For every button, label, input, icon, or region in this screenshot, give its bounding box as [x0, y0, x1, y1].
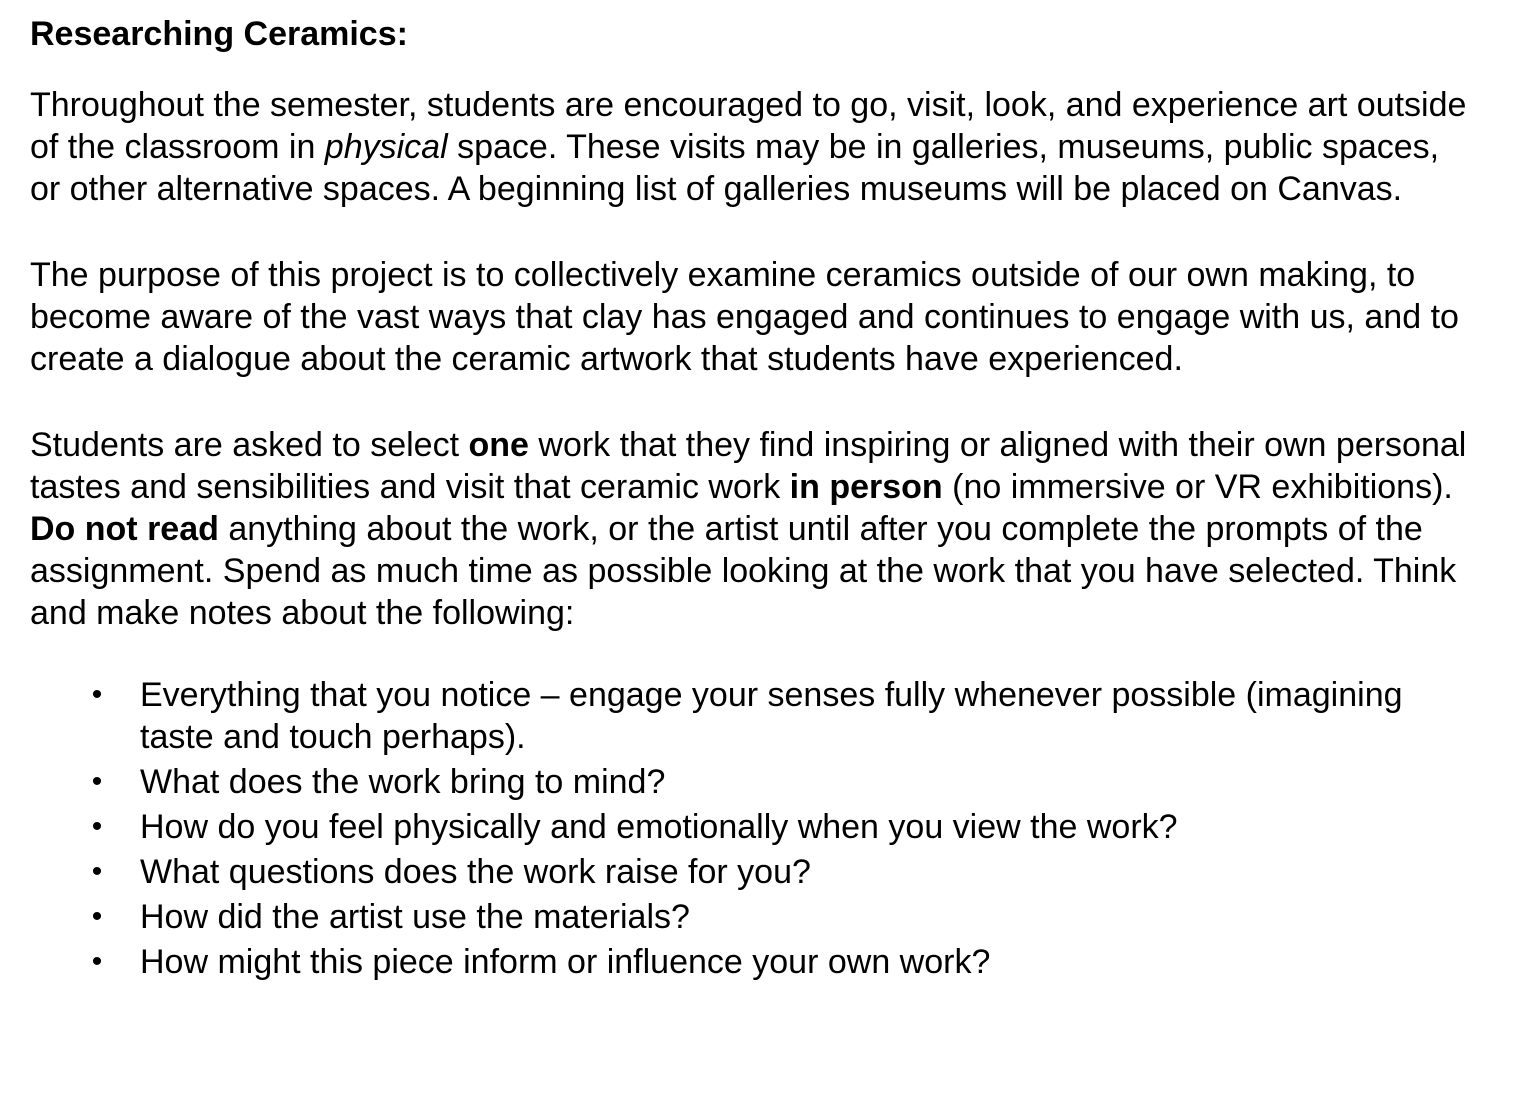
- list-item: [30, 941, 1478, 983]
- intro-emphasis: physical: [324, 128, 448, 166]
- list-item-text: How did the artist use the materials?: [140, 898, 690, 936]
- prompt-list: [30, 674, 1478, 983]
- list-item-text: How might this piece inform or influence your own work?: [140, 943, 991, 981]
- instructions-text-4: anything about the work, or the artist until after you complete the prompts of the assignment. Spend as much time as possible looking at the work that you have selected. Think and make notes about the following:: [30, 510, 1457, 632]
- list-item: [30, 806, 1478, 848]
- paragraph-instructions: [30, 424, 1478, 634]
- instructions-bold-one: one: [468, 426, 529, 464]
- list-item-text: What does the work bring to mind?: [140, 763, 666, 801]
- instructions-text-3: (no immersive or VR exhibitions).: [942, 468, 1453, 506]
- list-item: [30, 674, 1478, 758]
- intro-text-end: space. These visits may be in galleries, museums, public spaces, or other alternative spaces. A beginning list of galleries museums will be placed on Canvas.: [30, 128, 1440, 208]
- list-item-text: What questions does the work raise for you?: [140, 853, 811, 891]
- list-item: [30, 896, 1478, 938]
- bullet-icon: •: [91, 855, 103, 888]
- paragraph-intro: [30, 84, 1478, 210]
- bullet-icon: •: [91, 765, 103, 798]
- bullet-icon: •: [91, 945, 103, 978]
- list-item-text: Everything that you notice – engage your senses fully whenever possible (imagining taste and touch perhaps).: [140, 676, 1403, 756]
- document-title: Researching Ceramics:: [30, 15, 408, 53]
- list-item: [30, 851, 1478, 893]
- instructions-bold-do-not-read: Do not read: [30, 510, 219, 548]
- intro-text-start: Throughout the semester, students are encouraged to go, visit, look, and experience art outside of the classroom in: [30, 86, 1467, 166]
- paragraph-purpose: The purpose of this project is to collectively examine ceramics outside of our own making, to become aware of the vast ways that clay has engaged and continues to engage with us, and to create a dialogue about the ceramic artwork that students have experienced.: [30, 256, 1459, 378]
- list-item: [30, 761, 1478, 803]
- bullet-icon: •: [91, 678, 103, 711]
- instructions-text-1: Students are asked to select: [30, 426, 469, 464]
- bullet-icon: •: [91, 810, 103, 843]
- instructions-bold-in-person: in person: [789, 468, 943, 506]
- bullet-icon: •: [91, 900, 103, 933]
- instructions-text-2: work that they find inspiring or aligned with their own personal tastes and sensibilities and visit that ceramic work: [30, 426, 1467, 506]
- list-item-text: How do you feel physically and emotionally when you view the work?: [140, 808, 1178, 846]
